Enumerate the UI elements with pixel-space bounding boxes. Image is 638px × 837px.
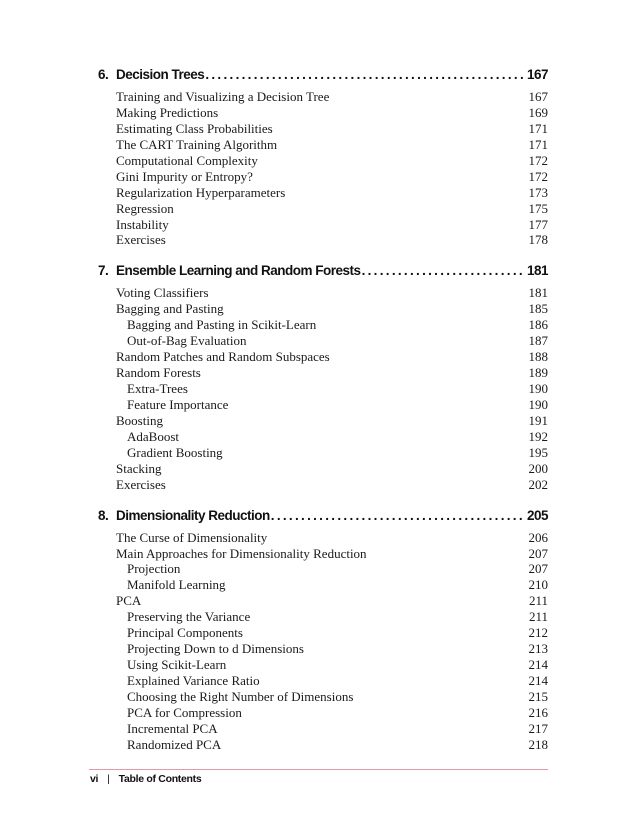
entry-page-number: 190 <box>528 396 548 412</box>
toc-subsection-link[interactable] <box>98 397 548 413</box>
toc-section-link[interactable] <box>98 89 548 105</box>
entry-page-number: 211 <box>528 609 548 625</box>
toc-section-link[interactable] <box>98 232 548 248</box>
entry-title: Extra-Trees <box>127 381 188 396</box>
entry-page-number: 206 <box>528 529 548 545</box>
entry-page-number: 217 <box>528 720 548 736</box>
toc-section-link[interactable] <box>98 169 548 185</box>
entry-title: Projection <box>127 561 181 577</box>
entry-page-number: 210 <box>528 577 548 593</box>
entry-title: Computational Complexity <box>116 152 258 168</box>
entry-page-number: 214 <box>528 673 548 688</box>
toc-section-link[interactable] <box>98 201 548 217</box>
entry-title: Explained Variance Ratio <box>127 673 260 688</box>
toc-section-link[interactable] <box>98 593 548 609</box>
toc-subsection-link[interactable] <box>98 609 548 625</box>
entry-page-number: 214 <box>528 657 548 673</box>
toc-section-link[interactable] <box>98 185 548 201</box>
table-of-contents <box>98 67 548 768</box>
entry-page-number: 211 <box>528 593 548 609</box>
chapter-number: 6. <box>98 67 109 82</box>
toc-subsection-link[interactable] <box>98 445 548 461</box>
chapter-page-number: 205 <box>526 507 548 523</box>
toc-subsection-link[interactable] <box>98 721 548 737</box>
toc-section-link[interactable] <box>98 301 548 317</box>
entry-page-number: 190 <box>528 381 548 396</box>
entry-page-number: 207 <box>528 561 548 577</box>
toc-subsection-link[interactable] <box>98 737 548 753</box>
entry-page-number: 177 <box>528 216 548 232</box>
entry-title: Main Approaches for Dimensionality Reduction <box>116 545 367 561</box>
toc-section-link[interactable] <box>98 413 548 429</box>
footer-separator: | <box>107 773 110 785</box>
toc-section-link[interactable] <box>98 153 548 169</box>
toc-section-link[interactable] <box>98 546 548 562</box>
toc-chapter <box>98 508 548 753</box>
chapter-number: 7. <box>98 263 109 279</box>
entry-title: Randomized PCA <box>127 736 222 752</box>
entry-title: Out-of-Bag Evaluation <box>127 333 247 349</box>
entry-title: PCA <box>116 593 142 609</box>
chapter-title: Ensemble Learning and Random Forests <box>116 263 361 279</box>
entry-page-number: 215 <box>528 688 548 704</box>
entry-page-number: 187 <box>528 333 548 349</box>
footer-row <box>90 773 548 785</box>
entry-page-number: 173 <box>528 184 548 200</box>
entry-title: Stacking <box>116 460 162 476</box>
toc-subsection-link[interactable] <box>98 625 548 641</box>
entry-page-number: 172 <box>528 168 548 184</box>
toc-chapter <box>98 263 548 492</box>
entry-page-number: 216 <box>528 704 548 720</box>
footer-section-title: Table of Contents <box>118 773 202 785</box>
entry-page-number: 172 <box>528 152 548 168</box>
toc-chapter <box>98 67 548 248</box>
entry-title: Gini Impurity or Entropy? <box>116 168 253 184</box>
entry-page-number: 212 <box>528 625 548 641</box>
toc-subsection-link[interactable] <box>98 657 548 673</box>
chapter-heading-link[interactable] <box>98 67 548 87</box>
entry-page-number: 186 <box>528 317 548 333</box>
toc-subsection-link[interactable] <box>98 561 548 577</box>
entry-title: Gradient Boosting <box>127 444 223 460</box>
entry-page-number: 178 <box>528 232 548 248</box>
toc-section-link[interactable] <box>98 285 548 301</box>
entry-title: Voting Classifiers <box>116 285 209 301</box>
entry-title: The Curse of Dimensionality <box>116 529 268 545</box>
entry-page-number: 192 <box>528 428 548 444</box>
entry-title: PCA for Compression <box>127 704 242 720</box>
entry-title: Projecting Down to d Dimensions <box>127 641 304 657</box>
toc-section-link[interactable] <box>98 461 548 477</box>
chapter-title: Dimensionality Reduction <box>116 507 270 523</box>
entry-title: Feature Importance <box>127 396 229 412</box>
entry-title: Random Forests <box>116 365 201 381</box>
toc-section-link[interactable] <box>98 137 548 153</box>
entry-title: Bagging and Pasting <box>116 301 224 317</box>
toc-subsection-link[interactable] <box>98 705 548 721</box>
toc-subsection-link[interactable] <box>98 577 548 593</box>
entry-page-number: 202 <box>528 476 548 492</box>
chapter-page-number: 167 <box>526 67 548 82</box>
entry-title: AdaBoost <box>127 428 179 444</box>
dot-leader <box>362 263 523 278</box>
entry-title: Regression <box>116 200 174 216</box>
toc-section-link[interactable] <box>98 349 548 365</box>
toc-subsection-link[interactable] <box>98 381 548 397</box>
entry-page-number: 200 <box>528 460 548 476</box>
chapter-page-number: 181 <box>526 263 548 279</box>
entry-title: Principal Components <box>127 625 243 641</box>
entry-title: Instability <box>116 216 169 232</box>
chapter-heading-link[interactable] <box>98 508 548 528</box>
toc-section-link[interactable] <box>98 477 548 493</box>
dot-leader <box>271 508 523 523</box>
toc-section-link[interactable] <box>98 530 548 546</box>
entry-page-number: 167 <box>528 89 548 104</box>
footer-page-number: vi <box>90 773 99 785</box>
entry-title: Manifold Learning <box>127 577 226 593</box>
entry-title: The CART Training Algorithm <box>116 136 278 152</box>
entry-page-number: 171 <box>528 136 548 152</box>
entry-title: Choosing the Right Number of Dimensions <box>127 688 354 704</box>
chapter-heading-link[interactable] <box>98 263 548 283</box>
entry-page-number: 191 <box>528 412 548 428</box>
entry-title: Making Predictions <box>116 104 219 120</box>
entry-page-number: 213 <box>528 641 548 657</box>
toc-section-link[interactable] <box>98 217 548 233</box>
entry-title: Exercises <box>116 232 166 248</box>
chapter-title: Decision Trees <box>116 67 205 82</box>
dot-leader <box>205 67 523 82</box>
toc-subsection-link[interactable] <box>98 641 548 657</box>
entry-title: Regularization Hyperparameters <box>116 184 286 200</box>
entry-title: Estimating Class Probabilities <box>116 120 273 136</box>
toc-section-link[interactable] <box>98 365 548 381</box>
entry-title: Boosting <box>116 412 163 428</box>
entry-page-number: 171 <box>528 120 548 136</box>
toc-subsection-link[interactable] <box>98 689 548 705</box>
entry-page-number: 218 <box>528 736 548 752</box>
toc-subsection-link[interactable] <box>98 333 548 349</box>
toc-subsection-link[interactable] <box>98 673 548 689</box>
entry-title: Using Scikit-Learn <box>127 657 227 673</box>
entry-title: Incremental PCA <box>127 720 218 736</box>
page-footer <box>89 769 548 785</box>
entry-page-number: 175 <box>528 200 548 216</box>
entry-page-number: 195 <box>528 444 548 460</box>
entry-page-number: 189 <box>528 365 548 381</box>
toc-section-link[interactable] <box>98 121 548 137</box>
entry-page-number: 169 <box>528 104 548 120</box>
entry-title: Random Patches and Random Subspaces <box>116 349 330 365</box>
entry-title: Bagging and Pasting in Scikit-Learn <box>127 317 317 333</box>
chapter-number: 8. <box>98 507 109 523</box>
entry-page-number: 188 <box>528 349 548 365</box>
toc-subsection-link[interactable] <box>98 429 548 445</box>
entry-title: Training and Visualizing a Decision Tree <box>116 89 330 104</box>
toc-section-link[interactable] <box>98 105 548 121</box>
entry-title: Preserving the Variance <box>127 609 251 625</box>
toc-subsection-link[interactable] <box>98 317 548 333</box>
entry-page-number: 181 <box>528 285 548 301</box>
entry-page-number: 185 <box>528 301 548 317</box>
entry-title: Exercises <box>116 476 166 492</box>
entry-page-number: 207 <box>528 545 548 561</box>
